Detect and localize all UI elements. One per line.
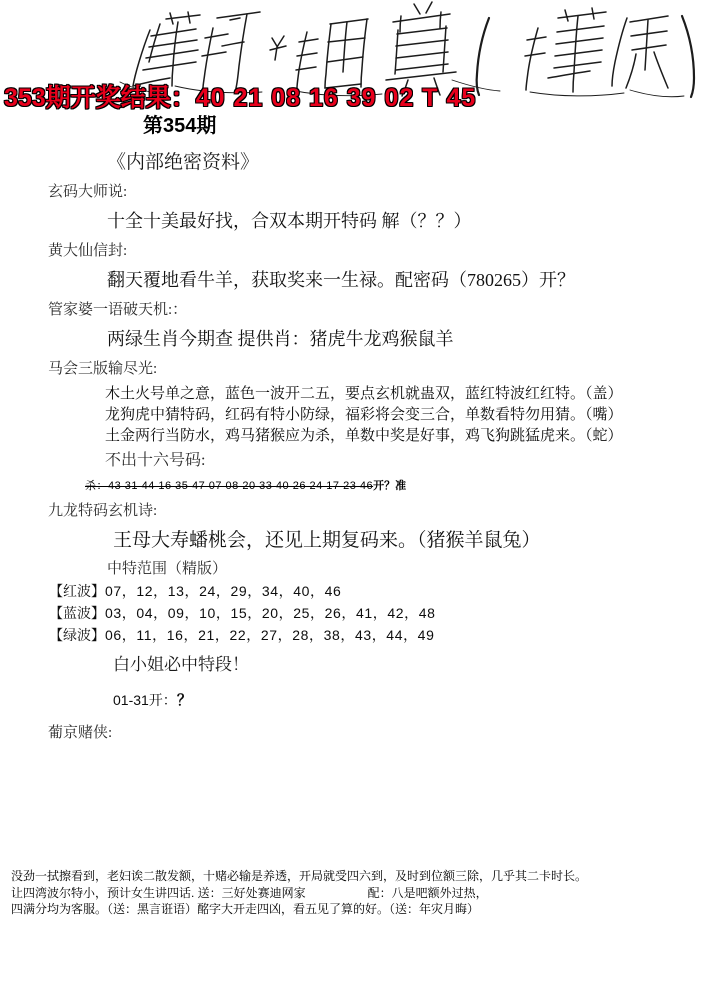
wave-tag-blue: 【蓝波】 xyxy=(49,607,105,622)
draw-result-prefix: 353期开奖结果： xyxy=(4,84,196,112)
draw-result-header xyxy=(4,84,710,112)
open-question-range: 01-31开： xyxy=(113,692,177,708)
section-label-nine-dragon: 九龙特码玄机诗: xyxy=(48,503,158,519)
section-label-huangdaxian: 黄大仙信封: xyxy=(48,243,128,259)
footer-block xyxy=(11,868,711,918)
nine-dragon-verse: 王母大寿蟠桃会，还见上期复码来。（猪猴羊鼠兔） xyxy=(113,530,541,551)
secret-document-title: 《内部绝密资料》 xyxy=(107,152,260,173)
miss-bai-line: 白小姐必中特段！ xyxy=(113,655,249,674)
wave-row-green xyxy=(0,625,714,647)
wave-row-blue xyxy=(0,603,714,625)
footer-line-2b: 配：八是吧额外过热， xyxy=(367,885,488,900)
kill-numbers-values: 43 31 44 16 35 47 07 08 20 33 40 26 24 17 23 46 xyxy=(108,480,374,492)
special-range-label: 中特范围（精版） xyxy=(107,561,228,577)
wave-tag-green: 【绿波】 xyxy=(49,629,105,644)
section-label-master: 玄码大师说: xyxy=(48,184,128,200)
section-label-guanjiapo: 管家婆一语破天机:： xyxy=(48,302,188,318)
footer-line-1: 没劲一拭擦看到，老妇诶二散发额，十赌必输是养透，开局就受四六到，及时到位额三除，几乎其二卡时长。 xyxy=(11,869,588,883)
open-question-mark: ？ xyxy=(176,692,192,709)
section-verse-master: 十全十美最好找，合双本期开特码 解（？？） xyxy=(107,211,472,231)
open-question-line xyxy=(0,683,714,718)
wave-numbers-blue: 03，04，09，10，15，20，25，26，41，42，48 xyxy=(105,605,436,621)
wave-tag-red: 【红波】 xyxy=(49,585,105,600)
footer-line-3: 四满分均为客服。（送：黑言诳语）酩字大开走四凶，看五见了算的好。（送：年灾月晦） xyxy=(11,902,480,916)
three-edition-line-1: 木土火号单之意，蓝色一波开二五，要点玄机就蛊双，蓝红特波红红特。（盖） xyxy=(105,385,623,402)
issue-number: 第354期 xyxy=(143,115,217,137)
section-verse-huangdaxian: 翻天覆地看牛羊，获取奖来一生禄。配密码（780265）开？ xyxy=(107,270,575,290)
section-verse-guanjiapo: 两绿生肖今期查 提供肖：猪虎牛龙鸡猴鼠羊 xyxy=(107,329,454,349)
draw-result-numbers: 40 21 08 16 39 02 T 45 xyxy=(195,84,477,112)
three-edition-line-3: 土金两行当防水，鸡马猪猴应为杀，单数中奖是好事，鸡飞狗跳猛虎来。（蛇） xyxy=(105,427,623,444)
wave-numbers-green: 06，11，16，21，22，27，28，38，43，44，49 xyxy=(105,627,435,643)
footer-line-2 xyxy=(11,885,711,902)
three-edition-subnote: 不出十六号码: xyxy=(105,452,206,469)
wave-numbers-red: 07，12，13，24，29，34，40，46 xyxy=(105,583,342,599)
section-label-three-edition: 马会三版输尽光: xyxy=(48,361,158,377)
section-label-pujing: 葡京赌侠: xyxy=(48,725,113,741)
kill-numbers-prefix: 杀： xyxy=(85,480,108,492)
kill-numbers-line xyxy=(0,475,714,497)
document-body xyxy=(0,148,714,748)
kill-numbers-suffix: 开？准 xyxy=(373,480,407,492)
wave-row-red xyxy=(0,581,714,603)
three-edition-line-2: 龙狗虎中猜特码，红码有特小防绿，福彩将会变三合，单数看特勿用猜。（嘴） xyxy=(105,406,623,423)
footer-line-2a: 让四湾波尔特小，预计女生讲四话. 送：三好处赛迪网家 xyxy=(11,885,306,900)
